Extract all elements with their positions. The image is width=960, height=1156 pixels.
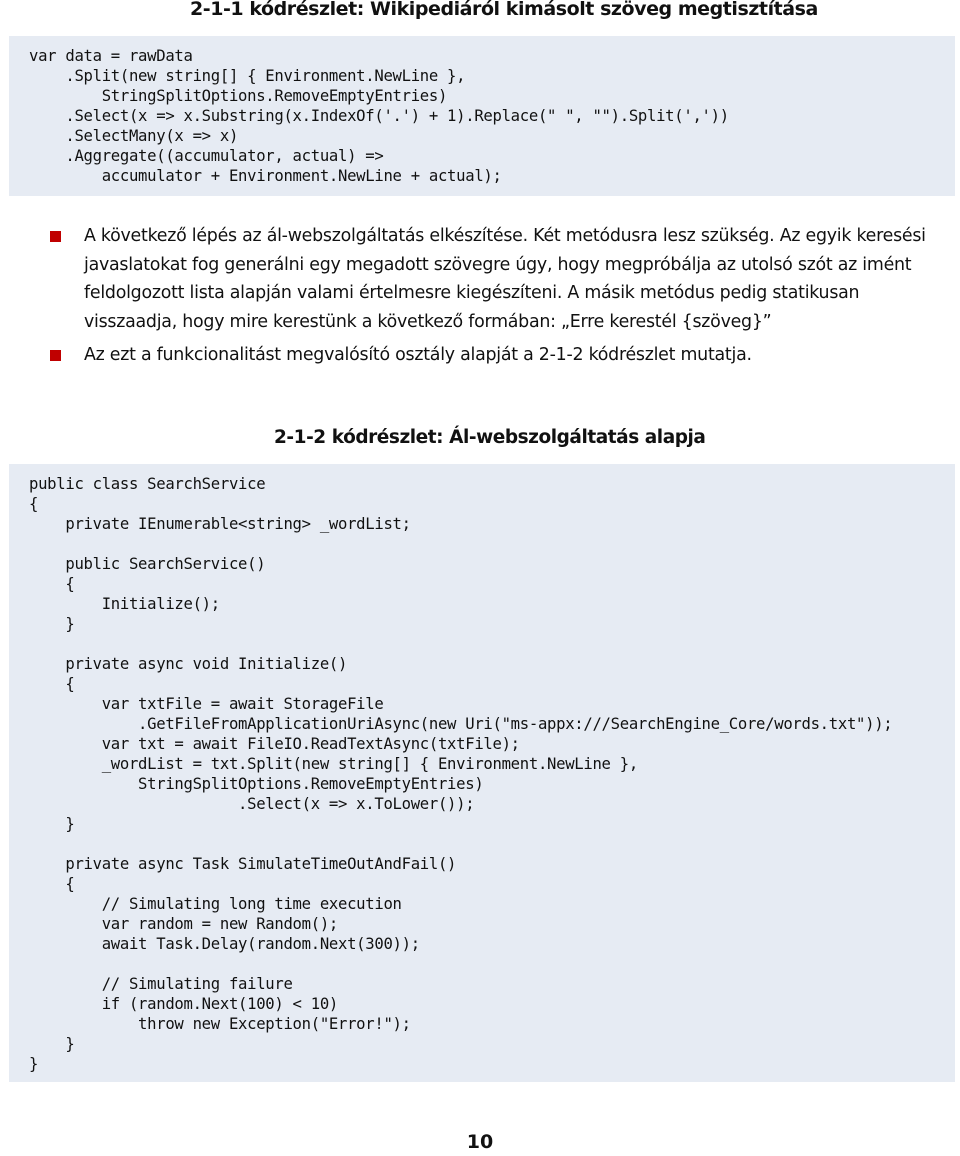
bullet-item [50, 341, 956, 370]
code-text-2-1-1: var data = rawData .Split(new string[] { Environment.NewLine }, StringSplitOptions.RemoveEmptyEntries) .Select(x => x.Substring(x.IndexOf('.') + 1).Replace(" ", "").Split(',')) .SelectMany(x => x) .Aggregate((accumulator, actual) => accumulator + Environment.NewLine + actual); [29, 47, 729, 185]
red-square-bullet-icon [50, 231, 61, 242]
page-number: 10 [466, 1131, 494, 1153]
bullet-item [50, 222, 956, 336]
bullet-text: A következő lépés az ál-webszolgáltatás elkészítése. Két metódusra lesz szükség. Az egyik keresési javaslatokat fog generálni egy megadott szövegre úgy, hogy megpróbálja az utolsó szót az imént feldolgozott lista alapján valami értelmesre kiegészíteni. A másik metódus pedig statikusan visszaadja, hogy mire kerestünk a következő formában: „Erre kerestél {szöveg}” [84, 226, 926, 332]
bullet-text: Az ezt a funkcionalitást megvalósító osztály alapját a 2-1-2 kódrészlet mutatja. [84, 345, 752, 365]
code-caption-2-1-2: 2-1-2 kódrészlet: Ál-webszolgáltatás alapja [274, 427, 706, 448]
bullet-list [50, 222, 956, 375]
code-block-2-1-2 [9, 464, 955, 1082]
code-block-2-1-1 [9, 36, 955, 196]
code-text-2-1-2: public class SearchService { private IEnumerable<string> _wordList; public SearchService() { Initialize(); } private async void Initialize() { var txtFile = await StorageFile .GetFileFromApplicationUriAsync(new Uri("ms-appx:///SearchEngine_Core/words.txt")); var txt = await FileIO.ReadTextAsync(txtFile); _wordList = txt.Split(new string[] { Environment.NewLine }, StringSplitOptions.RemoveEmptyEntries) .Select(x => x.ToLower()); } private async Task SimulateTimeOutAndFail() { // Simulating long time execution var random = new Random(); await Task.Delay(random.Next(300)); // Simulating failure if (random.Next(100) < 10) throw new Exception("Error!"); } } [29, 475, 893, 1073]
red-square-bullet-icon [50, 350, 61, 361]
code-caption-2-1-1: 2-1-1 kódrészlet: Wikipediáról kimásolt szöveg megtisztítása [190, 0, 818, 20]
